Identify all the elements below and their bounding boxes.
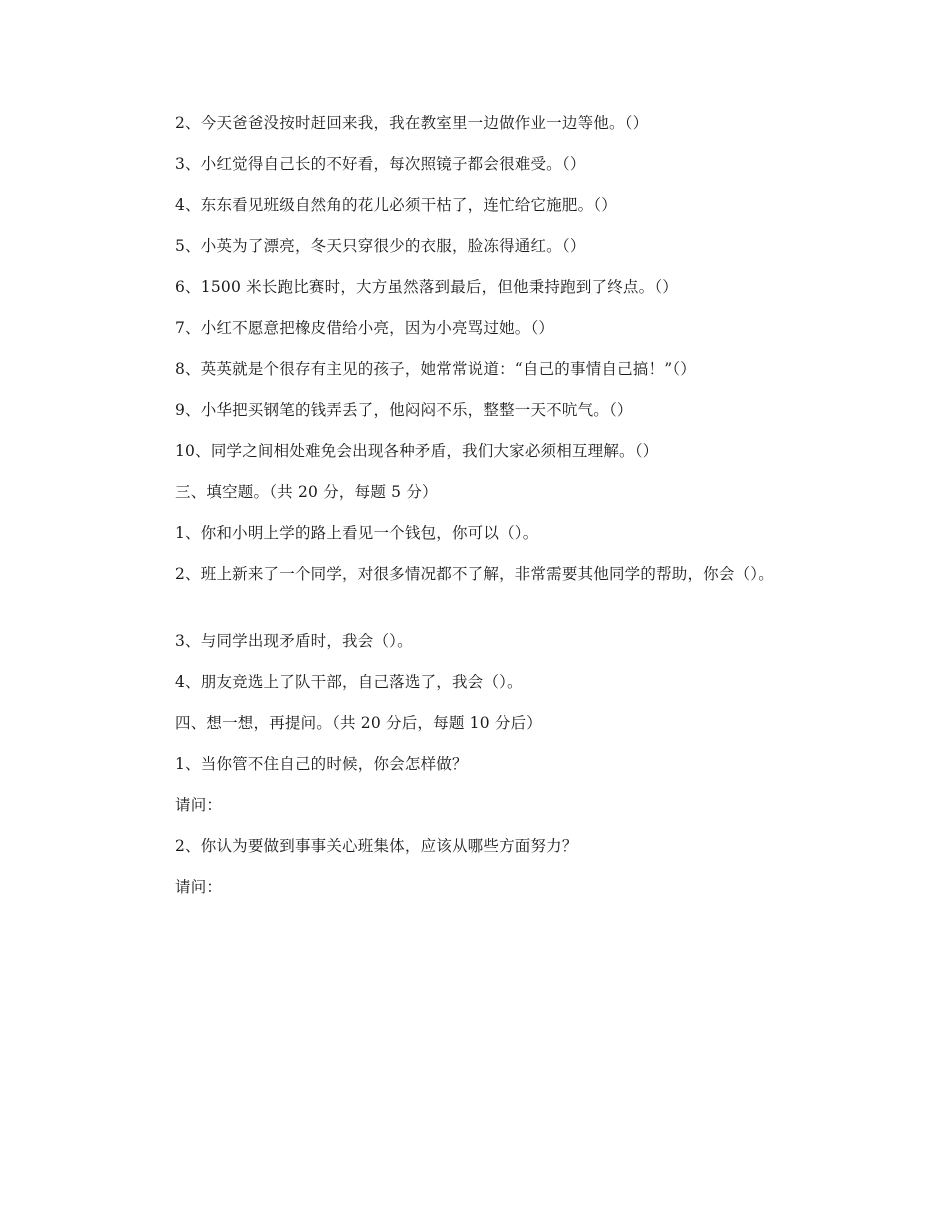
question-paragraph xyxy=(145,194,795,216)
question-text: 1、当你管不住自己的时候，你会怎样做？ xyxy=(175,755,468,773)
question-paragraph xyxy=(145,358,795,380)
question-paragraph xyxy=(145,835,795,857)
question-paragraph xyxy=(145,630,795,652)
question-paragraph xyxy=(145,153,795,175)
answer-label-text: 请问： xyxy=(175,796,223,814)
question-text: 3、小红觉得自己长的不好看，每次照镜子都会很难受。（） xyxy=(175,155,586,173)
question-text: 4、东东看见班级自然角的花儿必须干枯了，连忙给它施肥。（） xyxy=(175,196,617,214)
question-text: 1、你和小明上学的路上看见一个钱包，你可以（）。 xyxy=(175,524,539,542)
answer-label-text: 请问： xyxy=(175,878,223,896)
question-paragraph: 2、班上新来了一个同学，对很多情况都不了解，非常需要其他同学的帮助，你会（）。 xyxy=(175,565,774,583)
question-text: 2、你认为要做到事事关心班集体，应该从哪些方面努力？ xyxy=(175,837,578,855)
question-text: 7、小红不愿意把橡皮借给小亮，因为小亮骂过她。（） xyxy=(175,319,555,337)
question-text: 4、朋友竞选上了队干部，自己落选了，我会（）。 xyxy=(175,673,523,691)
question-text: 9、小华把买钢笔的钱弄丢了，他闷闷不乐，整整一天不吭气。（） xyxy=(175,401,633,419)
section-heading xyxy=(145,481,795,503)
question-paragraph xyxy=(145,399,795,421)
question-text: 10、同学之间相处难免会出现各种矛盾，我们大家必须相互理解。（） xyxy=(175,442,659,460)
question-paragraph xyxy=(145,317,795,339)
question-paragraph xyxy=(145,671,795,693)
question-paragraph xyxy=(145,276,795,298)
question-text: 8、英英就是个很存有主见的孩子，她常常说道：“自己的事情自己搞！”（） xyxy=(175,360,696,378)
question-text: 3、与同学出现矛盾时，我会（）。 xyxy=(175,632,413,650)
question-paragraph xyxy=(145,753,795,775)
answer-label xyxy=(145,876,795,898)
question-paragraph xyxy=(145,235,795,257)
question-paragraph xyxy=(145,522,795,544)
question-text: 5、小英为了漂亮，冬天只穿很少的衣服，脸冻得通红。（） xyxy=(175,237,586,255)
question-text: 6、1500 米长跑比赛时，大方虽然落到最后，但他秉持跑到了终点。（） xyxy=(175,278,678,296)
question-paragraph xyxy=(145,112,795,134)
question-paragraph xyxy=(145,440,795,462)
question-text: 2、今天爸爸没按时赶回来我，我在教室里一边做作业一边等他。（） xyxy=(175,114,649,132)
section-heading-text: 四、想一想，再提问。（共 20 分后，每题 10 分后） xyxy=(175,714,543,732)
section-heading xyxy=(145,712,795,734)
answer-label xyxy=(145,794,795,816)
section-heading-text: 三、填空题。（共 20 分，每题 5 分） xyxy=(175,483,438,501)
